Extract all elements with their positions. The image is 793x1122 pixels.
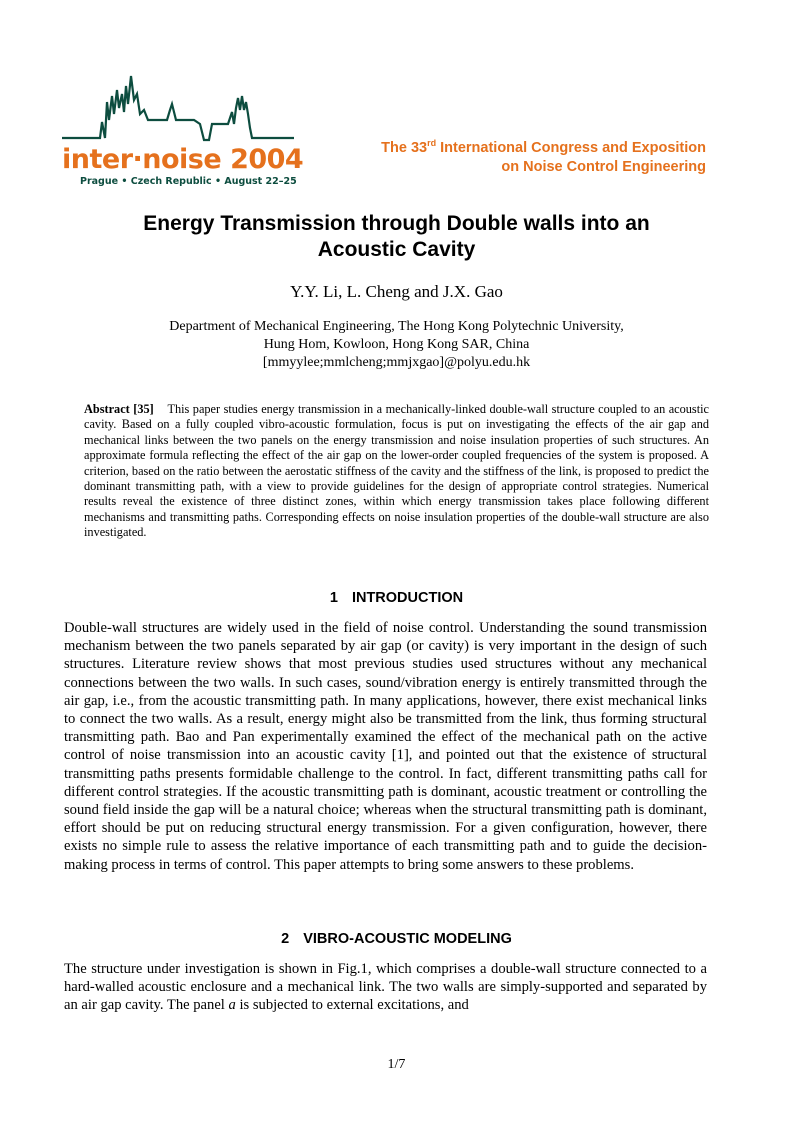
logo-tagline: Prague • Czech Republic • August 22–25 [80, 176, 297, 187]
logo-wordmark: inter·noise 2004 [62, 144, 304, 175]
abstract [84, 402, 709, 541]
author-emails: [mmyylee;mmlcheng;mmjxgao]@polyu.edu.hk [262, 355, 531, 370]
modeling-paragraph: The structure under investigation is shown in Fig.1, which comprises a double-wall structure connected to a hard-walled acoustic enclosure and a mechanical link. The two walls are simply-supported and separated by an air gap cavity. The panel a is subjected to external excitations, and [64, 961, 707, 1014]
abstract-label: Abstract [35] [84, 402, 154, 416]
ordinal-suffix: rd [427, 138, 437, 148]
abstract-text: This paper studies energy transmission in a mechanically-linked double-wall structure coupled to an acoustic cavity. Based on a fully coupled vibro-acoustic formulation, focus is put on investigating the effects of the air gap and mechanical links between the two panels on the energy transmission and noise insulation properties of such structures. An approximate formula reflecting the effect of the air gap on the lower-order coupled frequencies of the system is proposed. A criterion, based on the ratio between the aerostatic stiffness of the cavity and the stiffness of the link, is proposed to predict the dominant transmitting path, with a view to provide guidelines for the design of appropriate control strategies. Numerical results reveal the existence of three distinct zones, within which energy transmission takes place following different mechanisms and transmitting paths. Corresponding effects on noise insulation properties of the double-wall structure are also investigated. [84, 402, 709, 540]
congress-heading [381, 139, 706, 177]
congress-line-1: The 33rd International Congress and Exposition [381, 138, 706, 156]
congress-line-2: on Noise Control Engineering [501, 159, 706, 175]
panel-variable: a [228, 997, 236, 1014]
page-number: 1/7 [387, 1057, 406, 1072]
introduction-paragraph: Double-wall structures are widely used in the field of noise control. Understanding the sound transmission mechanism between the two panels separated by air gap (or cavity) is very important in the design of such structures. Literature review shows that most previous studies used structures without any mechanical connections between the two walls. In such cases, sound/vibration energy is entirely transmitted through the air gap, i.e., from the acoustic transmitting path. In many applications, however, there exist mechanical links to connect the two walls. As a result, energy might also be transmitted from the link, thus forming structural transmitting path. Bao and Pan experimentally examined the effect of the mechanical path on the active control of noise transmission into an acoustic cavity [1], and pointed out that the existence of structural transmitting paths presents formidable challenge to the control. In fact, different transmitting paths call for different control strategies. If the acoustic transmitting path is dominant, acoustic treatment or controlling the sound field inside the gap will be a natural choice; whereas when the structural transmitting path is dominant, effort should be put on reducing structural energy transmission. For a given configuration, however, there exists no simple rule to assess the relative importance of each transmitting path and to guide the decision-making process in terms of control. This paper attempts to bring some answers to these problems. [64, 620, 707, 873]
section-heading-introduction [62, 589, 731, 607]
section-title: VIBRO-ACOUSTIC MODELING [303, 931, 512, 947]
section-number: 1 [329, 590, 338, 606]
section-number: 2 [281, 931, 290, 947]
section-heading-modeling [62, 930, 731, 948]
prague-skyline-icon [62, 68, 294, 148]
paper-authors: Y.Y. Li, L. Cheng and J.X. Gao [290, 282, 503, 301]
conference-logo [62, 68, 304, 192]
paper-title: Energy Transmission through Double walls into an Acoustic Cavity [143, 212, 650, 261]
author-affiliation: Department of Mechanical Engineering, The Hong Kong Polytechnic University, Hung Hom, Kowloon, Hong Kong SAR, China [mmyylee;mmlcheng;mmjxgao]@polyu.edu.hk [62, 318, 731, 372]
section-title: INTRODUCTION [351, 590, 464, 606]
